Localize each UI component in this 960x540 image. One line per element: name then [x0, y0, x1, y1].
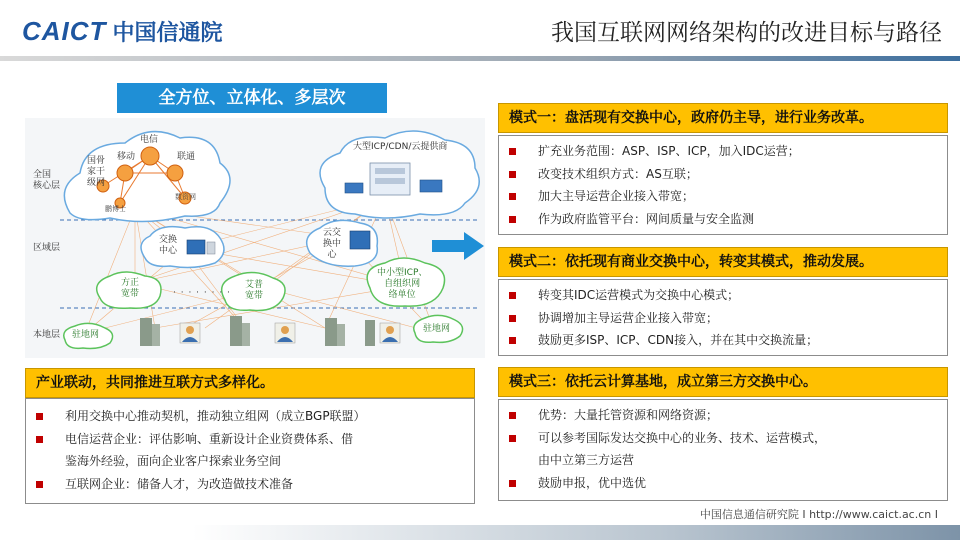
list-item: 转变其IDC运营模式为交换中心模式；	[509, 284, 937, 307]
region-cloud-exchange: 云交 换中 心	[323, 228, 342, 260]
layer-label-local: 本地层	[33, 330, 61, 340]
local-network-left: 驻地网	[72, 330, 100, 340]
layer-label-core: 全国 核心层	[33, 170, 61, 191]
list-item: 鼓励申报，优中选优	[509, 472, 937, 495]
list-item: 改变技术组织方式：AS互联；	[509, 163, 937, 186]
node-data-network: 数资网	[175, 193, 196, 201]
industry-body	[25, 398, 475, 504]
mode-three-title: 模式三：依托云计算基地，成立第三方交换中心。	[498, 367, 948, 397]
region-exchange-center: 交换 中心	[159, 235, 178, 256]
core-icp-cdn-cloud: 大型ICP/CDN/云提供商	[353, 142, 448, 152]
bullet-icon	[509, 193, 516, 200]
list-item: 可以参考国际发达交换中心的业务、技术、运营模式，	[509, 427, 937, 450]
caict-logo	[22, 16, 222, 47]
list-item: 优势：大量托管资源和网络资源；	[509, 404, 937, 427]
region-ellipsis: · · · · · · · ·	[173, 288, 231, 298]
bullet-icon	[509, 171, 516, 178]
slide-header	[0, 0, 960, 60]
right-arrow-icon	[432, 232, 484, 260]
user-icon	[380, 323, 400, 343]
user-icon	[275, 323, 295, 343]
list-item: 作为政府监管平台：网间质量与安全监测	[509, 208, 937, 231]
bullet-icon	[509, 148, 516, 155]
title-divider	[0, 56, 960, 61]
bullet-icon	[509, 337, 516, 344]
list-item: 电信运营企业：评估影响、重新设计企业资费体系、借	[36, 428, 464, 451]
bullet-icon	[509, 292, 516, 299]
bullet-icon	[509, 315, 516, 322]
logo-chinese: 中国信通院	[112, 21, 223, 46]
list-item: 利用交换中心推动契机，推动独立组网（成立BGP联盟）	[36, 405, 464, 428]
logo-english: CAICT	[22, 16, 107, 46]
bullet-icon	[36, 481, 43, 488]
list-item-continued: 由中立第三方运营	[538, 453, 635, 467]
mode-one-body	[498, 135, 948, 235]
region-small-icp: 中小型ICP、 自组织网 络单位	[377, 268, 428, 300]
list-item: 加大主导运营企业接入带宽；	[509, 185, 937, 208]
list-item: 协调增加主导运营企业接入带宽；	[509, 307, 937, 330]
building-icon	[365, 320, 375, 346]
page-title: 我国互联网网络架构的改进目标与路径	[551, 20, 942, 46]
node-pengboshi: 鹏博士	[105, 205, 126, 213]
list-item: 扩充业务范围：ASP、ISP、ICP，加入IDC运营；	[509, 140, 937, 163]
layer-label-region: 区域层	[33, 243, 61, 253]
list-item-continued: 鉴海外经验，面向企业客户探索业务空间	[65, 454, 282, 468]
node-telecom: 电信	[140, 135, 159, 145]
footer-text: 中国信息通信研究院 I http://www.caict.ac.cn I	[699, 508, 938, 521]
network-architecture-diagram	[25, 118, 485, 358]
footer-bar	[0, 525, 960, 540]
industry-title: 产业联动，共同推进互联方式多样化。	[25, 368, 475, 398]
node-mobile: 移动	[117, 152, 136, 162]
region-aipu-broadband: 艾普 宽带	[245, 280, 264, 301]
list-item: 互联网企业：储备人才，为改造做技术准备	[36, 473, 464, 496]
user-icon	[180, 323, 200, 343]
list-item: 鼓励更多ISP、ICP、CDN接入，并在其中交换流量；	[509, 329, 937, 352]
bullet-icon	[509, 435, 516, 442]
region-founder-broadband: 方正 宽带	[121, 278, 140, 299]
bullet-icon	[509, 216, 516, 223]
node-national-backbone: 国骨 家干 级网	[87, 156, 106, 188]
mode-two-title: 模式二：依托现有商业交换中心，转变其模式，推动发展。	[498, 247, 948, 277]
mode-two-body	[498, 279, 948, 356]
local-network-right: 驻地网	[423, 324, 451, 334]
mode-three-body	[498, 399, 948, 501]
strategy-banner: 全方位、立体化、多层次	[117, 83, 387, 113]
node-unicom: 联通	[177, 152, 196, 162]
diagram-svg	[25, 118, 485, 358]
bullet-icon	[509, 412, 516, 419]
bullet-icon	[36, 413, 43, 420]
bullet-icon	[36, 436, 43, 443]
bullet-icon	[509, 480, 516, 487]
mode-one-title: 模式一：盘活现有交换中心，政府仍主导，进行业务改革。	[498, 103, 948, 133]
